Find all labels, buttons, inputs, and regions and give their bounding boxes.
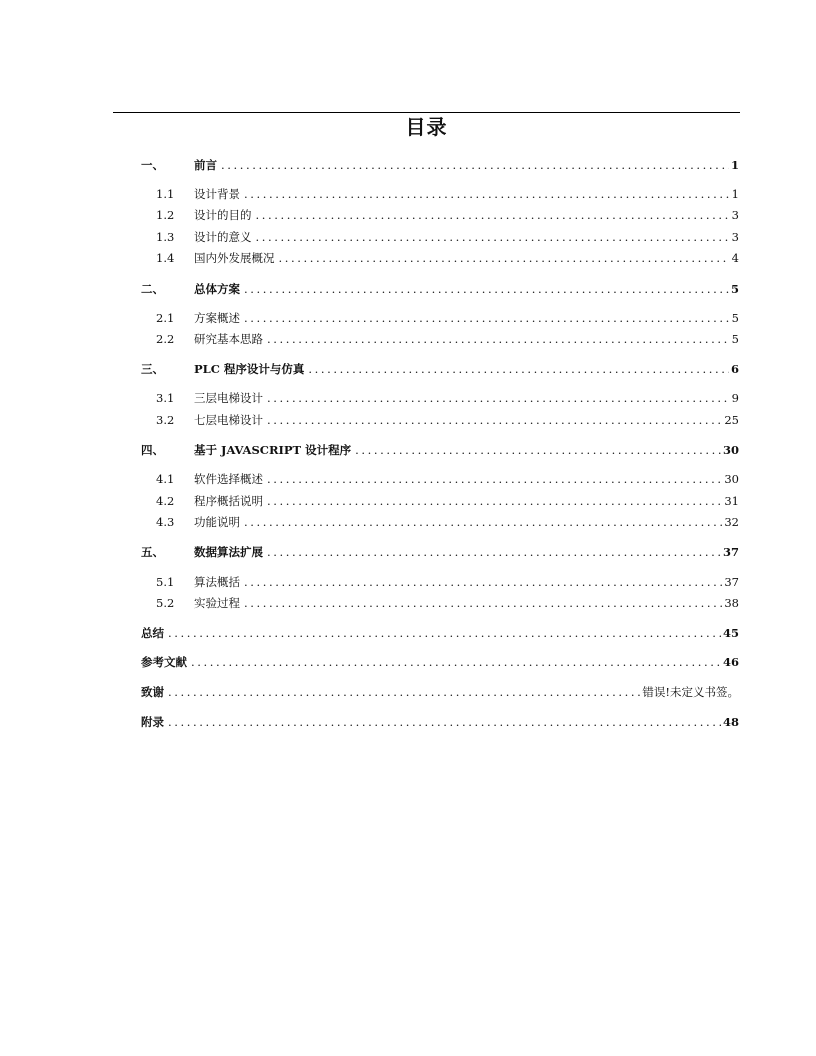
toc-entry-number: 4.3: [156, 515, 175, 529]
toc-entry[interactable]: [141, 574, 739, 590]
toc-entry-page: 5: [731, 311, 739, 325]
toc-entry-page: 37: [722, 545, 739, 559]
toc-entry[interactable]: [141, 442, 739, 458]
toc-entry[interactable]: [141, 331, 739, 347]
toc-entry-label: 程序概括说明: [194, 494, 263, 508]
toc-dot-leader: [221, 157, 729, 173]
toc-entry-label: 七层电梯设计: [194, 413, 263, 427]
toc-dot-leader: [244, 281, 729, 297]
toc-entry-number: 2.2: [156, 332, 175, 346]
toc-entry-label: 数据算法扩展: [194, 545, 263, 559]
toc-dot-leader: [256, 207, 730, 223]
toc-entry[interactable]: [141, 207, 739, 223]
toc-entry-page: 25: [724, 413, 739, 427]
toc-entry-label: 国内外发展概况: [194, 251, 275, 265]
toc-entry-label: 基于 JAVASCRIPT 设计程序: [194, 443, 352, 457]
toc-dot-leader: [279, 250, 730, 266]
toc-dot-leader: [168, 684, 640, 700]
toc-dot-leader: [267, 493, 722, 509]
toc-entry[interactable]: [141, 514, 739, 530]
toc-entry[interactable]: [141, 595, 739, 611]
toc-entry-number: 2.1: [156, 311, 175, 325]
toc-entry-page: 错误!未定义书签。: [642, 685, 739, 699]
toc-entry-page: 3: [731, 208, 739, 222]
toc-dot-leader: [244, 186, 730, 202]
toc-dot-leader: [267, 544, 721, 560]
toc-dot-leader: [267, 471, 722, 487]
toc-entry[interactable]: [141, 493, 739, 509]
toc-entry-number: 二、: [141, 282, 164, 296]
toc-entry-label: 功能说明: [194, 515, 240, 529]
toc-entry-page: 6: [730, 362, 739, 376]
toc-dot-leader: [244, 574, 722, 590]
toc-entry[interactable]: [141, 654, 739, 670]
toc-dot-leader: [267, 390, 730, 406]
toc-entry[interactable]: [141, 471, 739, 487]
toc-entry-label: PLC 程序设计与仿真: [194, 362, 305, 376]
toc-entry-label: 设计背景: [194, 187, 240, 201]
toc-entry-label: 前言: [194, 158, 217, 172]
toc-entry[interactable]: [141, 229, 739, 245]
toc-entry-page: 31: [724, 494, 739, 508]
toc-entry-label: 总结: [141, 626, 164, 640]
toc-entry-page: 9: [731, 391, 739, 405]
toc-entry-page: 37: [724, 575, 739, 589]
toc-entry-number: 1.3: [156, 230, 175, 244]
toc-entry-label: 算法概括: [194, 575, 240, 589]
toc-entry[interactable]: [141, 544, 739, 560]
toc-entry[interactable]: [141, 361, 739, 377]
toc-entry-page: 1: [731, 187, 739, 201]
toc-title: 目录: [405, 115, 448, 139]
toc-entry-number: 1.2: [156, 208, 175, 222]
toc-entry-label: 附录: [141, 715, 164, 729]
toc-entry-page: 48: [722, 715, 739, 729]
toc-dot-leader: [355, 442, 721, 458]
header-rule: [113, 112, 740, 113]
toc-dot-leader: [244, 595, 722, 611]
toc-entry-page: 46: [722, 655, 739, 669]
toc-dot-leader: [168, 714, 721, 730]
toc-entry-number: 4.2: [156, 494, 175, 508]
toc-dot-leader: [244, 310, 730, 326]
toc-entry-page: 5: [731, 332, 739, 346]
toc-dot-leader: [191, 654, 721, 670]
toc-entry-number: 一、: [141, 158, 164, 172]
toc-entry-page: 45: [722, 626, 739, 640]
toc-entry-label: 参考文献: [141, 655, 187, 669]
toc-entry-label: 致谢: [141, 685, 164, 699]
toc-entry-label: 研究基本思路: [194, 332, 263, 346]
toc-entry-label: 设计的意义: [194, 230, 252, 244]
toc-entry-page: 1: [730, 158, 739, 172]
toc-entry[interactable]: [141, 714, 739, 730]
toc-entry[interactable]: [141, 157, 739, 173]
toc-entry-number: 4.1: [156, 472, 175, 486]
toc-entry-page: 3: [731, 230, 739, 244]
toc-dot-leader: [244, 514, 722, 530]
toc-entry-number: 3.1: [156, 391, 175, 405]
toc-entry-label: 设计的目的: [194, 208, 252, 222]
toc-dot-leader: [267, 331, 730, 347]
toc-entry-page: 5: [730, 282, 739, 296]
toc-entry-number: 1.1: [156, 187, 175, 201]
toc-entry[interactable]: [141, 390, 739, 406]
toc-entry-page: 4: [731, 251, 739, 265]
toc-entry-label: 实验过程: [194, 596, 240, 610]
toc-entry-number: 1.4: [156, 251, 175, 265]
toc-entry-label: 方案概述: [194, 311, 240, 325]
toc-entry-number: 四、: [141, 443, 164, 457]
toc-entry-label: 总体方案: [194, 282, 240, 296]
toc-entry-label: 软件选择概述: [194, 472, 263, 486]
toc-entry-number: 三、: [141, 362, 164, 376]
toc-entry-number: 五、: [141, 545, 164, 559]
toc-entry[interactable]: [141, 412, 739, 428]
toc-dot-leader: [308, 361, 729, 377]
toc-entry-label: 三层电梯设计: [194, 391, 263, 405]
toc-entry-number: 5.2: [156, 596, 175, 610]
toc-entry[interactable]: [141, 625, 739, 641]
toc-entry-page: 32: [724, 515, 739, 529]
toc-dot-leader: [256, 229, 730, 245]
toc-dot-leader: [168, 625, 721, 641]
toc-entry[interactable]: [141, 310, 739, 326]
toc-entry-page: 30: [722, 443, 739, 457]
toc-entry[interactable]: [141, 250, 739, 266]
toc-entry[interactable]: [141, 186, 739, 202]
toc-entry[interactable]: [141, 684, 739, 700]
toc-entry-page: 30: [724, 472, 739, 486]
toc-entry-page: 38: [724, 596, 739, 610]
toc-entry-number: 5.1: [156, 575, 175, 589]
toc-dot-leader: [267, 412, 722, 428]
toc-entry[interactable]: [141, 281, 739, 297]
toc-entry-number: 3.2: [156, 413, 175, 427]
